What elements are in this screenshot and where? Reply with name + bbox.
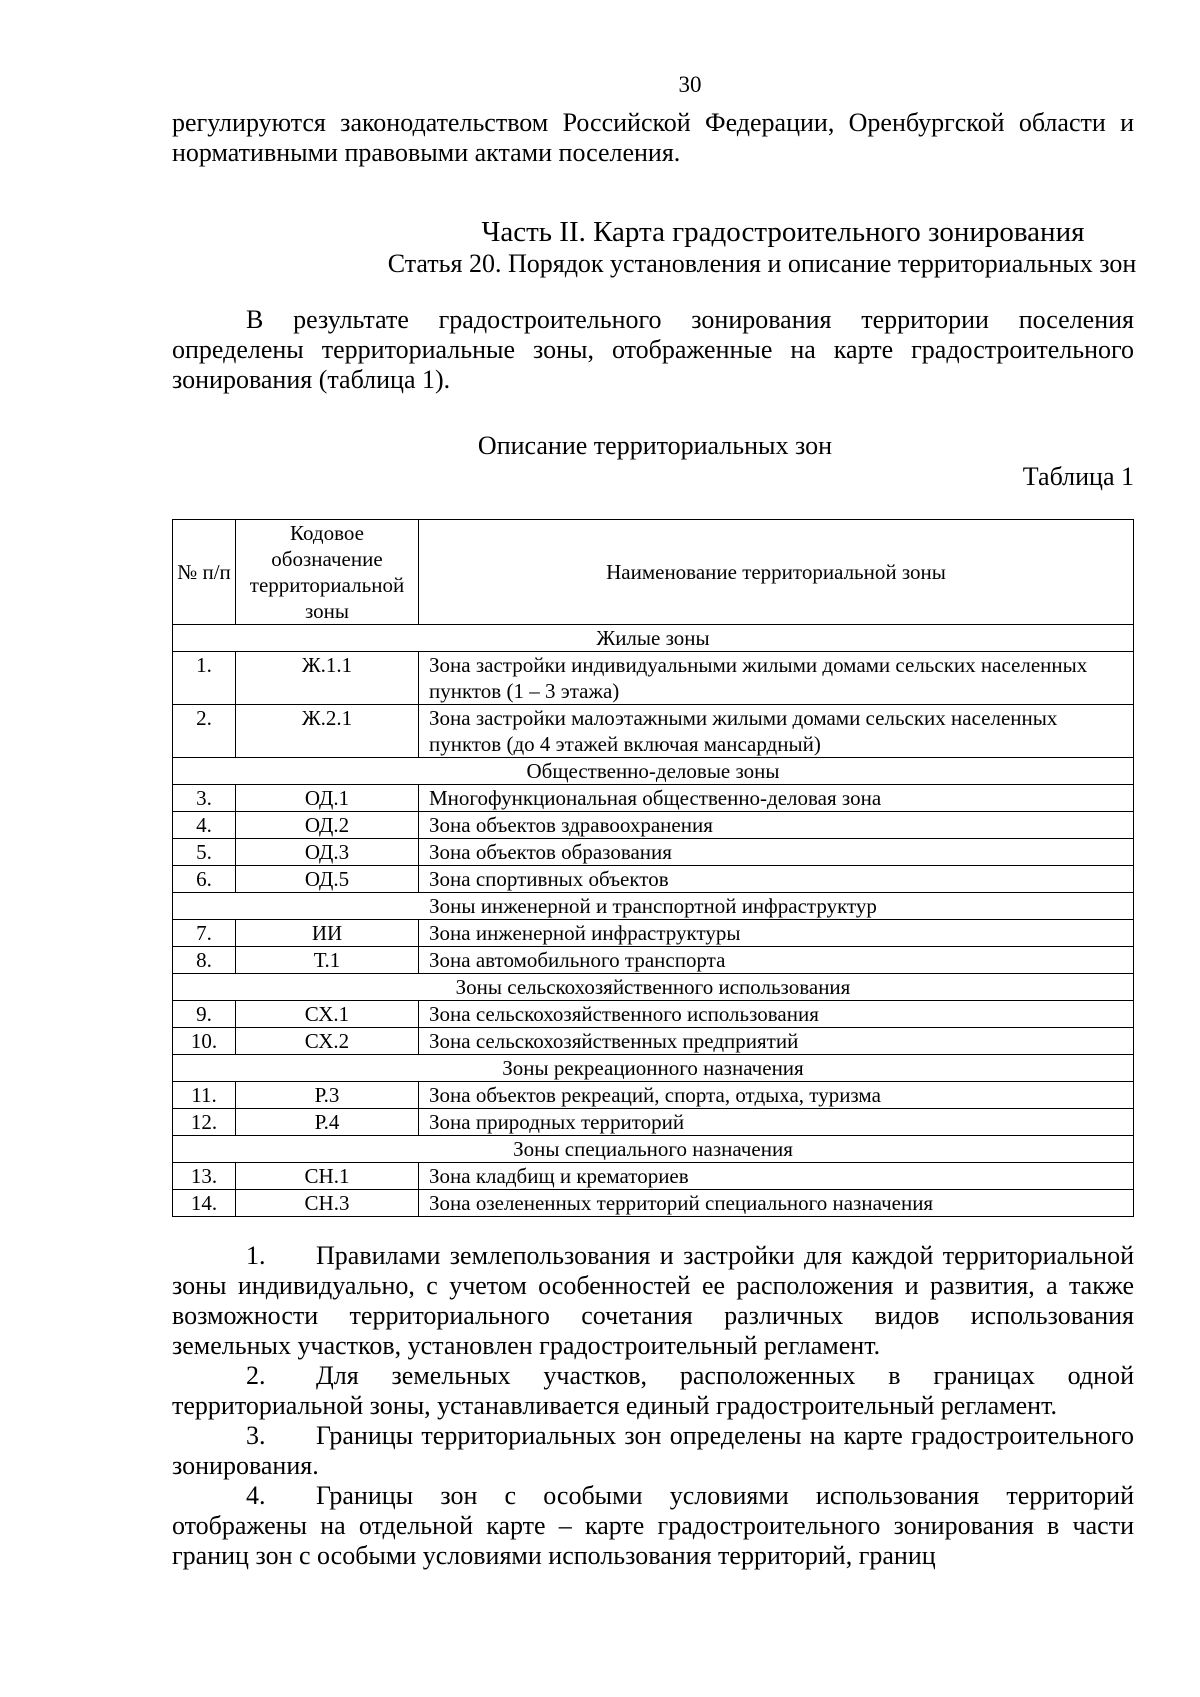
group-title: Зоны инженерной и транспортной инфраструктур — [173, 893, 1134, 920]
table-row — [173, 1163, 1134, 1190]
table-label: Таблица 1 — [1022, 462, 1134, 491]
cell-code: Р.3 — [236, 1082, 419, 1109]
cell-num: 7. — [173, 920, 236, 947]
cell-code: СН.1 — [236, 1163, 419, 1190]
paragraph-text: Границы зон с особыми условиями использования территорий отображены на отдельной карте – карте градостроительного зонирования в части границ зон с особыми условиями использования территорий, границ — [172, 1481, 1134, 1570]
cell-code: ОД.3 — [236, 839, 419, 866]
cell-num: 5. — [173, 839, 236, 866]
header-code: Кодовое обозначение территориальной зоны — [236, 520, 419, 625]
cell-num: 9. — [173, 1001, 236, 1028]
cell-name: Зона застройки индивидуальными жилыми домами сельских населенных пунктов (1 – 3 этажа) — [419, 652, 1134, 705]
table-row — [173, 866, 1134, 893]
table-row — [173, 920, 1134, 947]
numbered-paragraph — [172, 1421, 1134, 1481]
header-num: № п/п — [173, 520, 236, 625]
group-title: Общественно-деловые зоны — [173, 758, 1134, 785]
cell-name: Многофункциональная общественно-деловая зона — [419, 785, 1134, 812]
cell-num: 12. — [173, 1109, 236, 1136]
cell-name: Зона сельскохозяйственного использования — [419, 1001, 1134, 1028]
paragraph-number: 2. — [246, 1361, 266, 1390]
intro-paragraph: регулируются законодательством Российской Федерации, Оренбургской области и нормативными правовыми актами поселения. — [172, 108, 1134, 167]
table-row — [173, 839, 1134, 866]
cell-name: Зона спортивных объектов — [419, 866, 1134, 893]
cell-num: 1. — [173, 652, 236, 705]
cell-code: Р.4 — [236, 1109, 419, 1136]
paragraph-text: Для земельных участков, расположенных в границах одной территориальной зоны, устанавливается единый градостроительный регламент. — [172, 1361, 1134, 1420]
table-row — [173, 652, 1134, 705]
table-caption: Описание территориальных зон — [477, 431, 833, 460]
cell-name: Зона озелененных территорий специального назначения — [419, 1190, 1134, 1217]
cell-name: Зона объектов рекреаций, спорта, отдыха, туризма — [419, 1082, 1134, 1109]
cell-code: Т.1 — [236, 947, 419, 974]
group-title: Зоны сельскохозяйственного использования — [173, 974, 1134, 1001]
paragraph-text: Границы территориальных зон определены на карте градостроительного зонирования. — [172, 1421, 1134, 1480]
cell-code: ОД.1 — [236, 785, 419, 812]
table-group-row — [173, 1055, 1134, 1082]
table-group-row — [173, 893, 1134, 920]
paragraph-text: Правилами землепользования и застройки для каждой территориальной зоны индивидуально, с учетом особенностей ее расположения и развития, а также возможности территориального сочетания различных видов использования земельных участков, установлен градостроительный регламент. — [172, 1241, 1134, 1360]
table-group-row — [173, 625, 1134, 652]
part-title: Часть II. Карта градостроительного зонирования — [481, 216, 1085, 248]
cell-num: 6. — [173, 866, 236, 893]
table-row — [173, 1190, 1134, 1217]
cell-num: 3. — [173, 785, 236, 812]
paragraph-number: 3. — [246, 1421, 266, 1450]
numbered-paragraph — [172, 1241, 1134, 1361]
cell-name: Зона автомобильного транспорта — [419, 947, 1134, 974]
table-row — [173, 785, 1134, 812]
cell-name: Зона застройки малоэтажными жилыми домами сельских населенных пунктов (до 4 этажей включая мансардный) — [419, 705, 1134, 758]
cell-name: Зона инженерной инфраструктуры — [419, 920, 1134, 947]
result-paragraph: В результате градостроительного зонирования территории поселения определены территориальные зоны, отображенные на карте градостроительного зонирования (таблица 1). — [172, 305, 1134, 394]
cell-num: 11. — [173, 1082, 236, 1109]
cell-name: Зона объектов образования — [419, 839, 1134, 866]
numbered-paragraph — [172, 1361, 1134, 1421]
cell-code: СХ.2 — [236, 1028, 419, 1055]
numbered-paragraphs — [172, 1241, 1134, 1571]
table-row — [173, 705, 1134, 758]
table-body — [173, 625, 1134, 1217]
article-title: Статья 20. Порядок установления и описание территориальных зон — [387, 249, 1137, 278]
table-group-row — [173, 758, 1134, 785]
cell-code: СХ.1 — [236, 1001, 419, 1028]
cell-code: СН.3 — [236, 1190, 419, 1217]
header-name: Наименование территориальной зоны — [419, 520, 1134, 625]
cell-name: Зона объектов здравоохранения — [419, 812, 1134, 839]
cell-code: Ж.2.1 — [236, 705, 419, 758]
group-title: Зоны специального назначения — [173, 1136, 1134, 1163]
table-row — [173, 812, 1134, 839]
zones-table — [172, 519, 1134, 1217]
table-group-row — [173, 1136, 1134, 1163]
cell-code: Ж.1.1 — [236, 652, 419, 705]
cell-code: ОД.5 — [236, 866, 419, 893]
numbered-paragraph — [172, 1481, 1134, 1571]
table-header-row — [173, 520, 1134, 625]
table-row — [173, 1082, 1134, 1109]
cell-num: 13. — [173, 1163, 236, 1190]
paragraph-number: 4. — [246, 1481, 266, 1510]
table-row — [173, 1109, 1134, 1136]
table-row — [173, 1001, 1134, 1028]
cell-num: 2. — [173, 705, 236, 758]
cell-num: 8. — [173, 947, 236, 974]
cell-num: 14. — [173, 1190, 236, 1217]
table-row — [173, 1028, 1134, 1055]
cell-num: 10. — [173, 1028, 236, 1055]
table-group-row — [173, 974, 1134, 1001]
group-title: Зоны рекреационного назначения — [173, 1055, 1134, 1082]
cell-num: 4. — [173, 812, 236, 839]
cell-name: Зона кладбищ и крематориев — [419, 1163, 1134, 1190]
table-row — [173, 947, 1134, 974]
cell-code: ИИ — [236, 920, 419, 947]
cell-code: ОД.2 — [236, 812, 419, 839]
page-number: 30 — [678, 72, 702, 97]
group-title: Жилые зоны — [173, 625, 1134, 652]
paragraph-number: 1. — [246, 1241, 266, 1270]
cell-name: Зона природных территорий — [419, 1109, 1134, 1136]
cell-name: Зона сельскохозяйственных предприятий — [419, 1028, 1134, 1055]
